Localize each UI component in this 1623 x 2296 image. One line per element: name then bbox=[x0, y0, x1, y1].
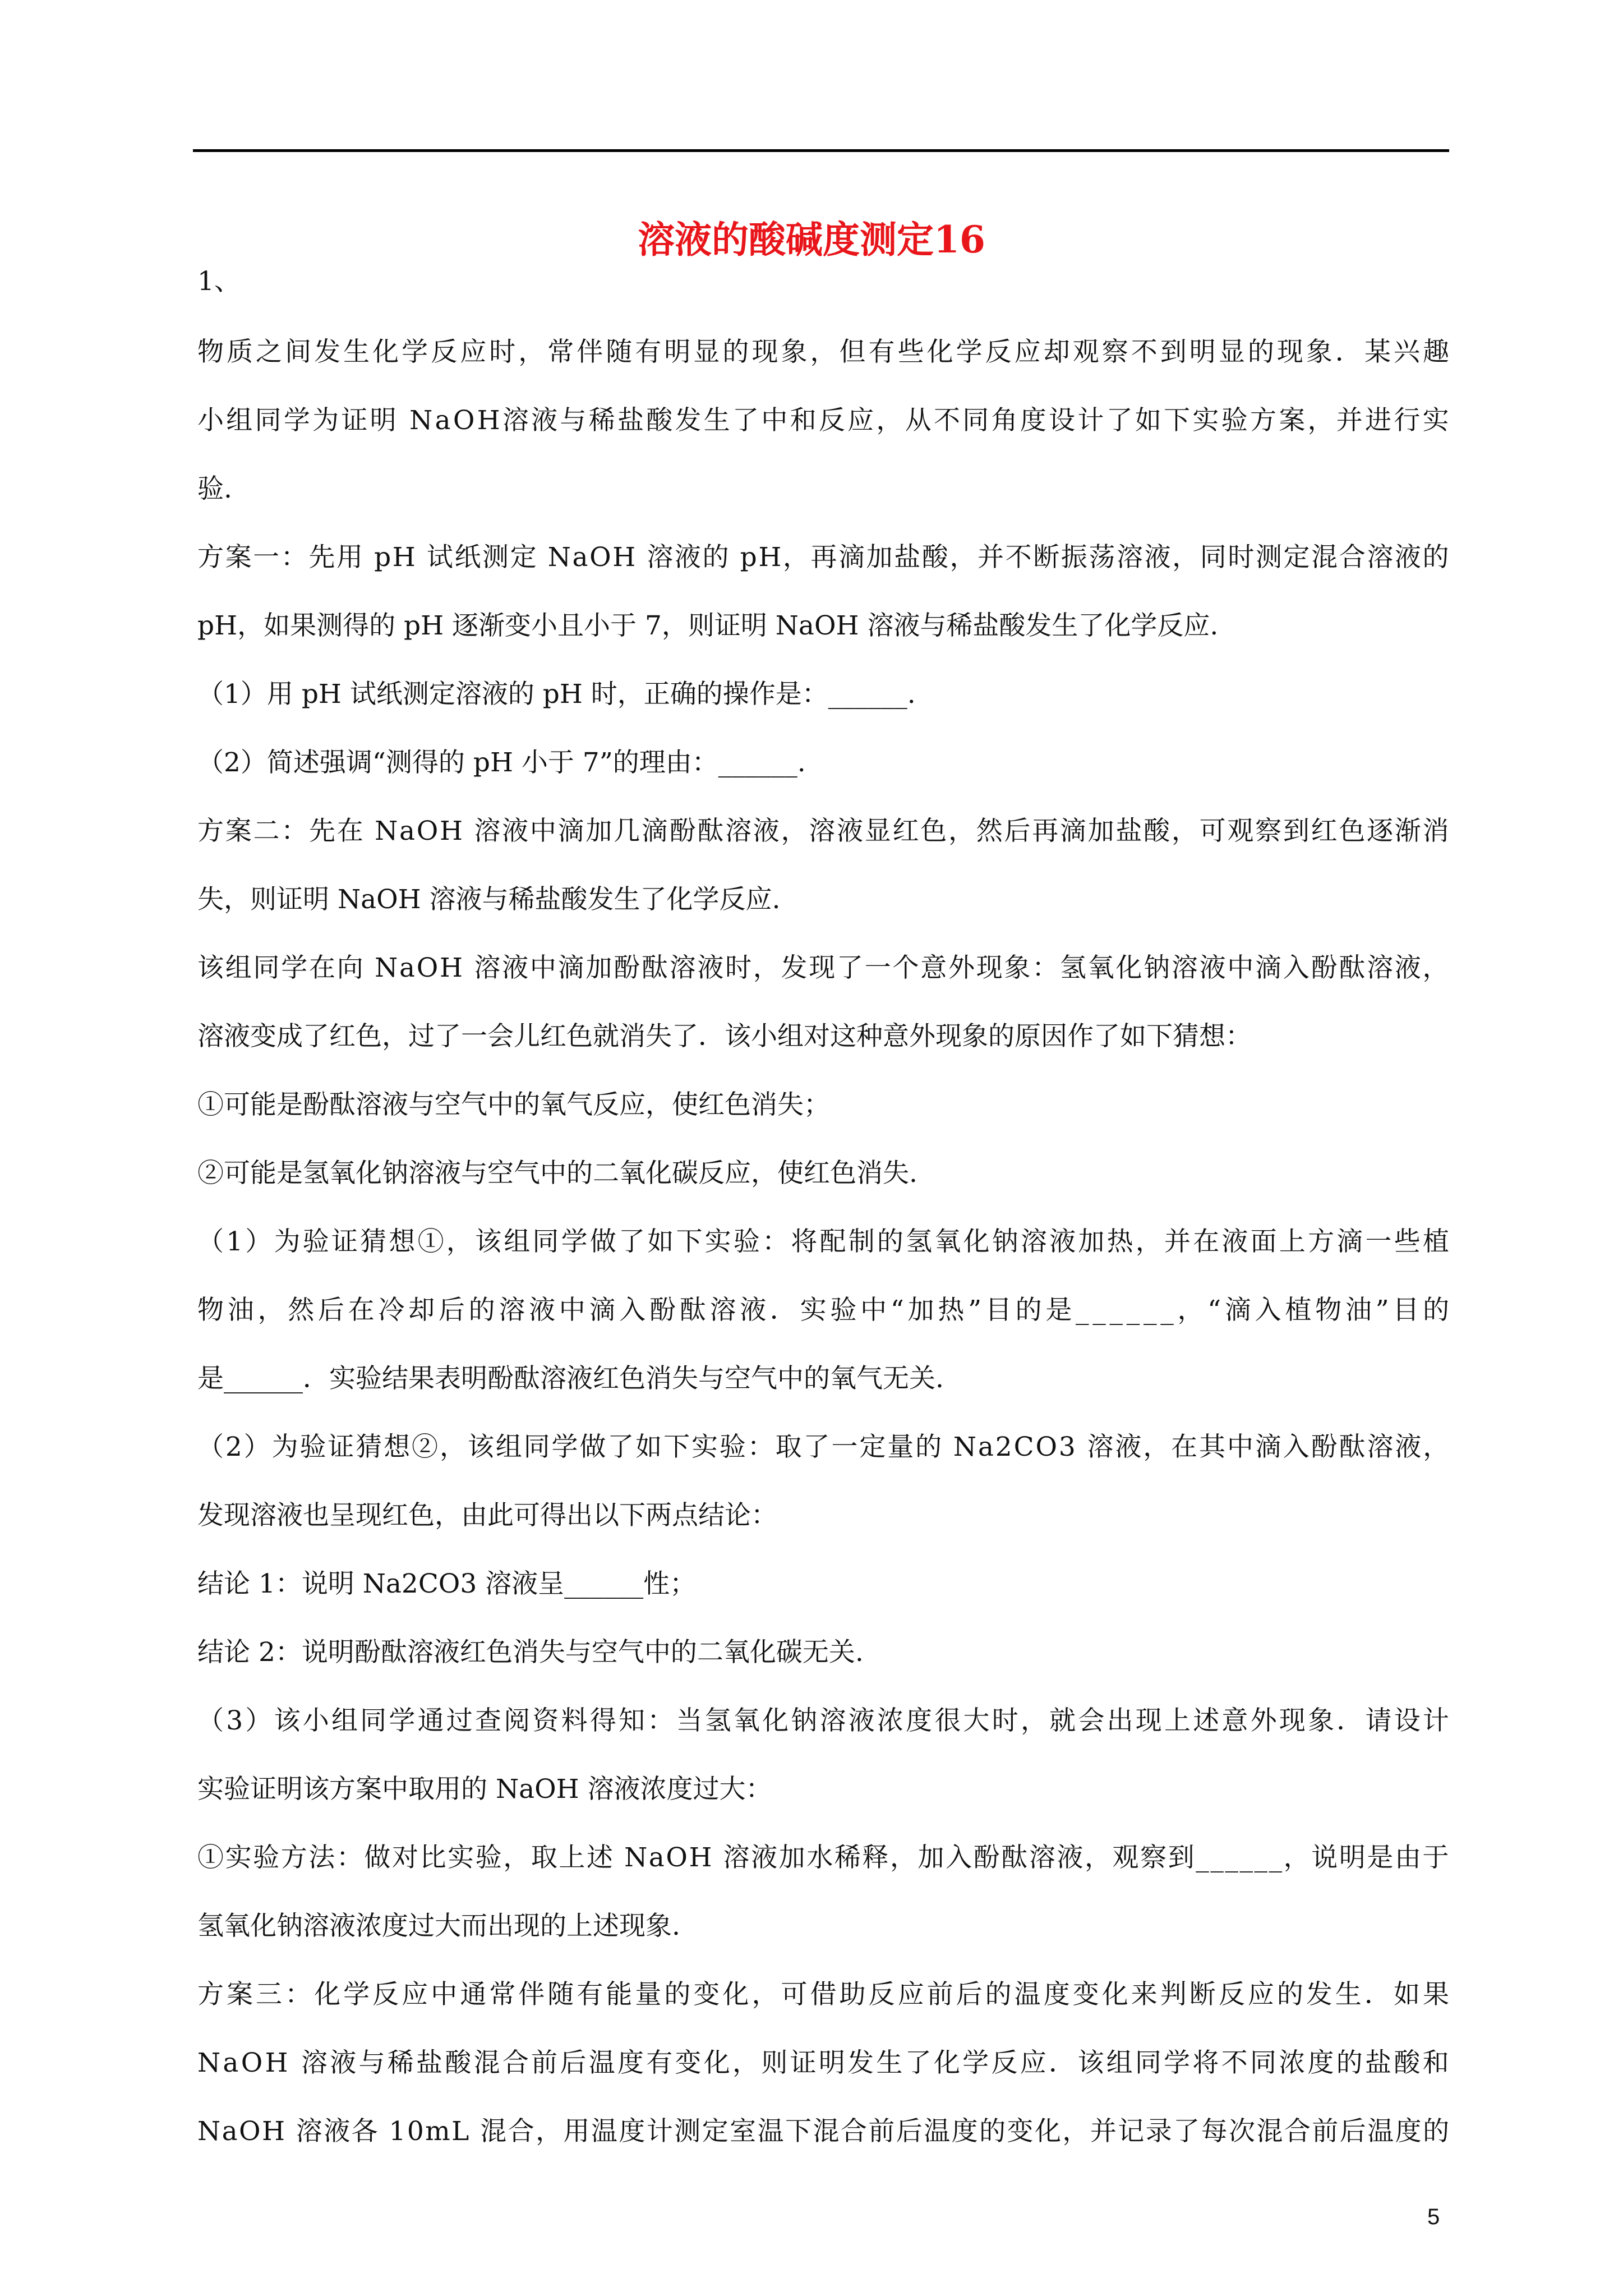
text-line: ②可能是氢氧化钠溶液与空气中的二氧化碳反应，使红色消失. bbox=[197, 1158, 917, 1189]
text-line: NaOH 溶液各 10mL 混合，用温度计测定室温下混合前后温度的变化，并记录了每次混合前后温度的 bbox=[197, 2116, 1451, 2147]
text-line: 方案一：先用 pH 试纸测定 NaOH 溶液的 pH，再滴加盐酸，并不断振荡溶液，同时测定混合溶液的 bbox=[197, 542, 1451, 573]
text-line: 是______．实验结果表明酚酞溶液红色消失与空气中的氧气无关. bbox=[197, 1363, 944, 1394]
text-line: 实验证明该方案中取用的 NaOH 溶液浓度过大： bbox=[197, 1774, 772, 1805]
page-number: 5 bbox=[1427, 2205, 1440, 2229]
text-line: NaOH 溶液与稀盐酸混合前后温度有变化，则证明发生了化学反应．该组同学将不同浓度的盐酸和 bbox=[197, 2047, 1451, 2078]
text-line: 失，则证明 NaOH 溶液与稀盐酸发生了化学反应. bbox=[197, 884, 781, 915]
header-rule bbox=[193, 149, 1449, 152]
text-line: pH，如果测得的 pH 逐渐变小且小于 7，则证明 NaOH 溶液与稀盐酸发生了化学反应. bbox=[197, 610, 1219, 641]
text-line: 验. bbox=[197, 473, 232, 504]
text-line: 方案三：化学反应中通常伴随有能量的变化，可借助反应前后的温度变化来判断反应的发生．如果 bbox=[197, 1979, 1453, 2010]
text-line: （3）该小组同学通过查阅资料得知：当氢氧化钠溶液浓度很大时，就会出现上述意外现象．请设计 bbox=[197, 1705, 1452, 1736]
text-line: ①可能是酚酞溶液与空气中的氧气反应，使红色消失； bbox=[197, 1089, 830, 1120]
text-line: ①实验方法：做对比实验，取上述 NaOH 溶液加水稀释，加入酚酞溶液，观察到______，说明是由于 bbox=[197, 1842, 1451, 1873]
text-line: 结论 1：说明 Na2CO3 溶液呈______性； bbox=[197, 1568, 697, 1599]
text-line: 结论 2：说明酚酞溶液红色消失与空气中的二氧化碳无关. bbox=[197, 1637, 864, 1668]
text-line: （2）为验证猜想②，该组同学做了如下实验：取了一定量的 Na2CO3 溶液，在其中滴入酚酞溶液， bbox=[197, 1432, 1451, 1462]
text-line: （1）为验证猜想①，该组同学做了如下实验：将配制的氢氧化钠溶液加热，并在液面上方滴一些植 bbox=[197, 1226, 1452, 1257]
text-line: 物质之间发生化学反应时，常伴随有明显的现象，但有些化学反应却观察不到明显的现象．某兴趣 bbox=[197, 337, 1453, 367]
text-line: 1、 bbox=[197, 266, 241, 297]
text-line: 小组同学为证明 NaOH溶液与稀盐酸发生了中和反应，从不同角度设计了如下实验方案，并进行实 bbox=[197, 405, 1451, 436]
document-title: 溶液的酸碱度测定16 bbox=[638, 218, 985, 261]
text-line: 方案二：先在 NaOH 溶液中滴加几滴酚酞溶液，溶液显红色，然后再滴加盐酸，可观察到红色逐渐消 bbox=[197, 816, 1451, 846]
text-line: 氢氧化钠溶液浓度过大而出现的上述现象. bbox=[197, 1911, 680, 1941]
text-line: （1）用 pH 试纸测定溶液的 pH 时，正确的操作是：______. bbox=[197, 679, 916, 710]
text-line: 物油，然后在冷却后的溶液中滴入酚酞溶液．实验中“加热”目的是______，“滴入植物油”目的 bbox=[197, 1295, 1453, 1326]
text-line: 该组同学在向 NaOH 溶液中滴加酚酞溶液时，发现了一个意外现象：氢氧化钠溶液中滴入酚酞溶液， bbox=[197, 953, 1451, 983]
text-line: （2）简述强调“测得的 pH 小于 7”的理由：______. bbox=[197, 747, 806, 778]
text-line: 溶液变成了红色，过了一会儿红色就消失了．该小组对这种意外现象的原因作了如下猜想： bbox=[197, 1021, 1252, 1052]
text-line: 发现溶液也呈现红色，由此可得出以下两点结论： bbox=[197, 1500, 777, 1531]
